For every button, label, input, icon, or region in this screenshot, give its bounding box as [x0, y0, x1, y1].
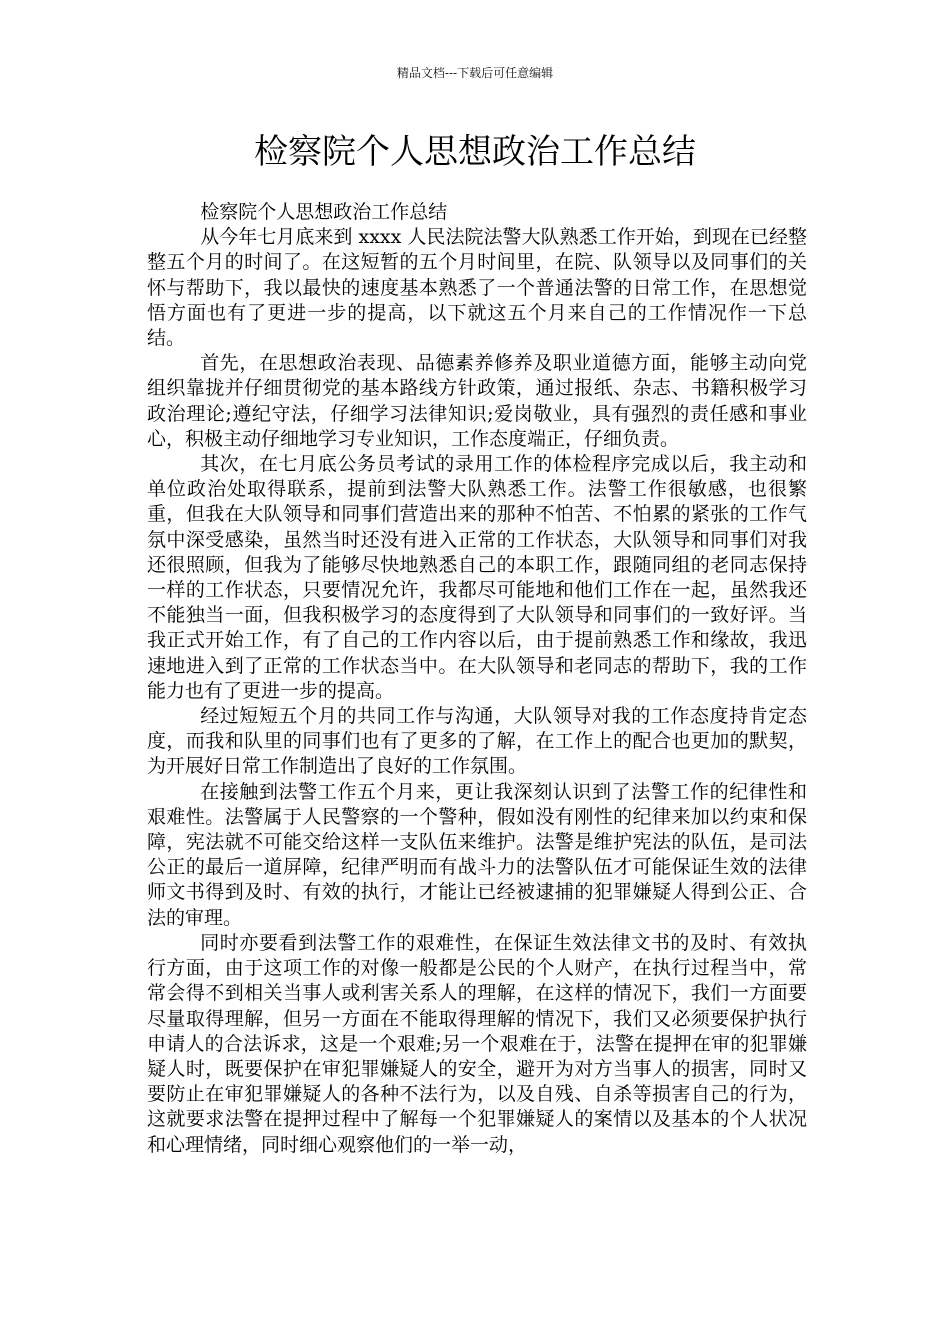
document-body [147, 200, 807, 1158]
body-paragraph: 经过短短五个月的共同工作与沟通，大队领导对我的工作态度持肯定态度，而我和队里的同事们也有了更多的了解，在工作上的配合也更加的默契，为开展好日常工作制造出了良好的工作氛围。 [147, 705, 807, 778]
body-paragraph: 检察院个人思想政治工作总结 [200, 201, 448, 223]
body-paragraph: 其次，在七月底公务员考试的录用工作的体检程序完成以后，我主动和单位政治处取得联系，提前到法警大队熟悉工作。法警工作很敏感，也很繁重，但我在大队领导和同事们营造出来的那种不怕苦、不怕累的紧张的工作气氛中深受感染，虽然当时还没有进入正常的工作状态，大队领导和同事们对我还很照顾，但我为了能够尽快地熟悉自己的本职工作，跟随同组的老同志保持一样的工作状态，只要情况允许，我都尽可能地和他们工作在一起，虽然我还不能独当一面，但我积极学习的态度得到了大队领导和同事们的一致好评。当我正式开始工作，有了自己的工作内容以后，由于提前熟悉工作和缘故，我迅速地进入到了正常的工作状态当中。在大队领导和老同志的帮助下，我的工作能力也有了更进一步的提高。 [147, 453, 807, 702]
body-paragraph: 同时亦要看到法警工作的艰难性，在保证生效法律文书的及时、有效执行方面，由于这项工作的对像一般都是公民的个人财产，在执行过程当中，常常会得不到相关当事人或利害关系人的理解，在这样的情况下，我们一方面要尽量取得理解，但另一方面在不能取得理解的情况下，我们又必须要保护执行申请人的合法诉求，这是一个艰难;另一个艰难在于，法警在提押在审的犯罪嫌疑人时，既要保护在审犯罪嫌疑人的安全，避开为对方当事人的损害，同时又要防止在审犯罪嫌疑人的各种不法行为，以及自残、自杀等损害自己的行为，这就要求法警在提押过程中了解每一个犯罪嫌疑人的案情以及基本的个人状况和心理情绪，同时细心观察他们的一举一动， [147, 931, 807, 1156]
body-paragraph: 首先，在思想政治表现、品德素养修养及职业道德方面，能够主动向党组织靠拢并仔细贯彻党的基本路线方针政策，通过报纸、杂志、书籍积极学习政治理论;遵纪守法，仔细学习法律知识;爱岗敬业，具有强烈的责任感和事业心，积极主动仔细地学习专业知识，工作态度端正，仔细负责。 [147, 352, 807, 450]
document-title: 检察院个人思想政治工作总结 [254, 132, 696, 172]
body-paragraph: 从今年七月底来到 xxxx 人民法院法警大队熟悉工作开始，到现在已经整整五个月的时间了。在这短暂的五个月时间里，在院、队领导以及同事们的关怀与帮助下，我以最快的速度基本熟悉了一个普通法警的日常工作，在思想觉悟方面也有了更进一步的提高，以下就这五个月来自己的工作情况作一下总结。 [147, 226, 807, 350]
body-paragraph: 在接触到法警工作五个月来，更让我深刻认识到了法警工作的纪律性和艰难性。法警属于人民警察的一个警种，假如没有刚性的纪律来加以约束和保障，宪法就不可能交给这样一支队伍来维护。法警是维护宪法的队伍，是司法公正的最后一道屏障，纪律严明而有战斗力的法警队伍才可能保证生效的法律师文书得到及时、有效的执行，才能让已经被逮捕的犯罪嫌疑人得到公正、合法的审理。 [147, 780, 807, 929]
header-note: 精品文档---下载后可任意编辑 [396, 66, 554, 80]
